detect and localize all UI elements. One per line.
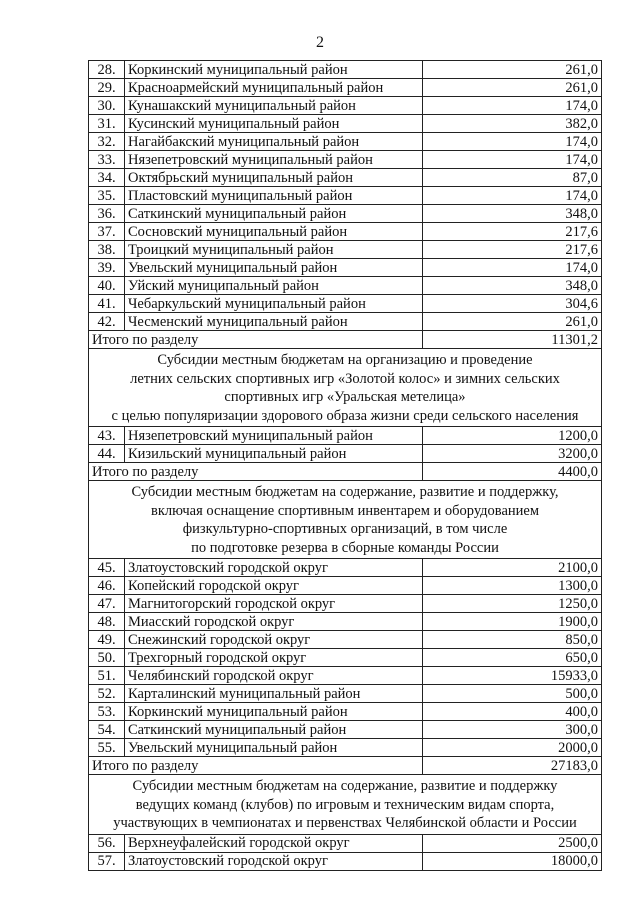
subsidy-amount: 261,0 [423, 313, 602, 331]
row-number: 39. [89, 259, 125, 277]
municipality-name: Златоустовский городской округ [125, 852, 423, 870]
section-total-row [89, 463, 602, 481]
subsidy-amount: 348,0 [423, 205, 602, 223]
section-total-row [89, 331, 602, 349]
row-number: 52. [89, 685, 125, 703]
row-number: 57. [89, 852, 125, 870]
row-number: 48. [89, 613, 125, 631]
row-number: 34. [89, 169, 125, 187]
subsidy-amount: 650,0 [423, 649, 602, 667]
row-number: 37. [89, 223, 125, 241]
municipality-name: Красноармейский муниципальный район [125, 79, 423, 97]
table-row [89, 259, 602, 277]
row-number: 32. [89, 133, 125, 151]
row-number: 47. [89, 595, 125, 613]
section-heading-row [89, 349, 602, 427]
municipality-name: Коркинский муниципальный район [125, 61, 423, 79]
row-number: 44. [89, 445, 125, 463]
table-row [89, 187, 602, 205]
section-heading-row [89, 775, 602, 835]
section-total-label: Итого по разделу [89, 331, 423, 349]
subsidy-amount: 261,0 [423, 61, 602, 79]
subsidy-amount: 2000,0 [423, 739, 602, 757]
row-number: 28. [89, 61, 125, 79]
table-row [89, 313, 602, 331]
municipality-name: Карталинский муниципальный район [125, 685, 423, 703]
section-total-row [89, 757, 602, 775]
table-row [89, 151, 602, 169]
municipality-name: Миасский городской округ [125, 613, 423, 631]
table-row [89, 97, 602, 115]
row-number: 42. [89, 313, 125, 331]
subsidy-amount: 500,0 [423, 685, 602, 703]
municipality-name: Нагайбакский муниципальный район [125, 133, 423, 151]
subsidy-amount: 217,6 [423, 223, 602, 241]
table-row [89, 277, 602, 295]
row-number: 38. [89, 241, 125, 259]
municipality-name: Пластовский муниципальный район [125, 187, 423, 205]
table-row [89, 577, 602, 595]
row-number: 33. [89, 151, 125, 169]
section-heading [89, 775, 602, 835]
municipality-name: Снежинский городской округ [125, 631, 423, 649]
subsidy-amount: 400,0 [423, 703, 602, 721]
subsidy-amount: 1900,0 [423, 613, 602, 631]
row-number: 56. [89, 834, 125, 852]
section-heading-line: участвующих в чемпионатах и первенствах Челябинской области и России [113, 815, 577, 831]
table-row [89, 295, 602, 313]
section-heading-row [89, 481, 602, 559]
municipality-name: Увельский муниципальный район [125, 739, 423, 757]
row-number: 53. [89, 703, 125, 721]
row-number: 40. [89, 277, 125, 295]
section-heading-line: Субсидии местным бюджетам на содержание, развитие и поддержку, [131, 484, 559, 500]
table-row [89, 739, 602, 757]
subsidy-amount: 348,0 [423, 277, 602, 295]
municipality-name: Нязепетровский муниципальный район [125, 151, 423, 169]
table-row [89, 667, 602, 685]
municipality-name: Троицкий муниципальный район [125, 241, 423, 259]
municipality-name: Саткинский муниципальный район [125, 205, 423, 223]
municipality-name: Чебаркульский муниципальный район [125, 295, 423, 313]
section-heading [89, 349, 602, 427]
table-row [89, 834, 602, 852]
subsidy-amount: 304,6 [423, 295, 602, 313]
subsidy-amount: 217,6 [423, 241, 602, 259]
section-total-amount: 4400,0 [423, 463, 602, 481]
section-heading-line: по подготовке резерва в сборные команды России [191, 539, 499, 556]
subsidy-amount: 300,0 [423, 721, 602, 739]
table-row [89, 133, 602, 151]
section-heading-line: Субсидии местным бюджетам на содержание, развитие и поддержку [132, 778, 558, 794]
municipality-name: Октябрьский муниципальный район [125, 169, 423, 187]
table-row [89, 721, 602, 739]
subsidy-table [88, 60, 602, 871]
subsidy-amount: 261,0 [423, 79, 602, 97]
municipality-name: Нязепетровский муниципальный район [125, 427, 423, 445]
row-number: 51. [89, 667, 125, 685]
municipality-name: Сосновский муниципальный район [125, 223, 423, 241]
section-total-amount: 27183,0 [423, 757, 602, 775]
section-total-amount: 11301,2 [423, 331, 602, 349]
table-row [89, 703, 602, 721]
table-row [89, 61, 602, 79]
subsidy-amount: 87,0 [423, 169, 602, 187]
row-number: 35. [89, 187, 125, 205]
table-row [89, 169, 602, 187]
municipality-name: Коркинский муниципальный район [125, 703, 423, 721]
subsidy-amount: 3200,0 [423, 445, 602, 463]
row-number: 55. [89, 739, 125, 757]
municipality-name: Челябинский городской округ [125, 667, 423, 685]
table-row [89, 223, 602, 241]
subsidy-amount: 18000,0 [423, 852, 602, 870]
subsidy-table-body [89, 61, 602, 871]
table-row [89, 79, 602, 97]
section-total-label: Итого по разделу [89, 463, 423, 481]
table-row [89, 115, 602, 133]
municipality-name: Трехгорный городской округ [125, 649, 423, 667]
row-number: 29. [89, 79, 125, 97]
section-heading-line: спортивных игр «Уральская метелица» [224, 389, 466, 405]
subsidy-amount: 174,0 [423, 187, 602, 205]
table-row [89, 427, 602, 445]
table-row [89, 445, 602, 463]
subsidy-amount: 1200,0 [423, 427, 602, 445]
section-heading-line: Субсидии местным бюджетам на организацию и проведение [157, 352, 533, 368]
municipality-name: Чесменский муниципальный район [125, 313, 423, 331]
municipality-name: Кусинский муниципальный район [125, 115, 423, 133]
subsidy-amount: 15933,0 [423, 667, 602, 685]
row-number: 43. [89, 427, 125, 445]
section-heading-line: летних сельских спортивных игр «Золотой колос» и зимних сельских [130, 370, 560, 387]
table-row [89, 241, 602, 259]
subsidy-amount: 2500,0 [423, 834, 602, 852]
table-row [89, 649, 602, 667]
row-number: 30. [89, 97, 125, 115]
municipality-name: Златоустовский городской округ [125, 559, 423, 577]
municipality-name: Кунашакский муниципальный район [125, 97, 423, 115]
municipality-name: Саткинский муниципальный район [125, 721, 423, 739]
table-row [89, 595, 602, 613]
subsidy-amount: 2100,0 [423, 559, 602, 577]
section-heading-line: физкультурно-спортивных организаций, в том числе [182, 521, 508, 537]
table-row [89, 205, 602, 223]
subsidy-amount: 1250,0 [423, 595, 602, 613]
table-row [89, 685, 602, 703]
row-number: 41. [89, 295, 125, 313]
municipality-name: Увельский муниципальный район [125, 259, 423, 277]
row-number: 46. [89, 577, 125, 595]
section-total-label: Итого по разделу [89, 757, 423, 775]
municipality-name: Верхнеуфалейский городской округ [125, 834, 423, 852]
row-number: 49. [89, 631, 125, 649]
section-heading-line: включая оснащение спортивным инвентарем и оборудованием [150, 502, 540, 519]
subsidy-amount: 174,0 [423, 133, 602, 151]
subsidy-amount: 174,0 [423, 259, 602, 277]
section-heading [89, 481, 602, 559]
row-number: 45. [89, 559, 125, 577]
subsidy-amount: 174,0 [423, 97, 602, 115]
municipality-name: Уйский муниципальный район [125, 277, 423, 295]
row-number: 36. [89, 205, 125, 223]
table-row [89, 559, 602, 577]
municipality-name: Кизильский муниципальный район [125, 445, 423, 463]
municipality-name: Магнитогорский городской округ [125, 595, 423, 613]
row-number: 50. [89, 649, 125, 667]
subsidy-amount: 1300,0 [423, 577, 602, 595]
section-heading-line: ведущих команд (клубов) по игровым и техническим видам спорта, [135, 796, 555, 813]
row-number: 54. [89, 721, 125, 739]
section-heading-line: с целью популяризации здорового образа жизни среди сельского населения [111, 407, 579, 424]
subsidy-amount: 850,0 [423, 631, 602, 649]
table-row [89, 852, 602, 870]
table-row [89, 631, 602, 649]
page-number: 2 [316, 34, 324, 51]
municipality-name: Копейский городской округ [125, 577, 423, 595]
table-row [89, 613, 602, 631]
row-number: 31. [89, 115, 125, 133]
subsidy-amount: 174,0 [423, 151, 602, 169]
subsidy-amount: 382,0 [423, 115, 602, 133]
